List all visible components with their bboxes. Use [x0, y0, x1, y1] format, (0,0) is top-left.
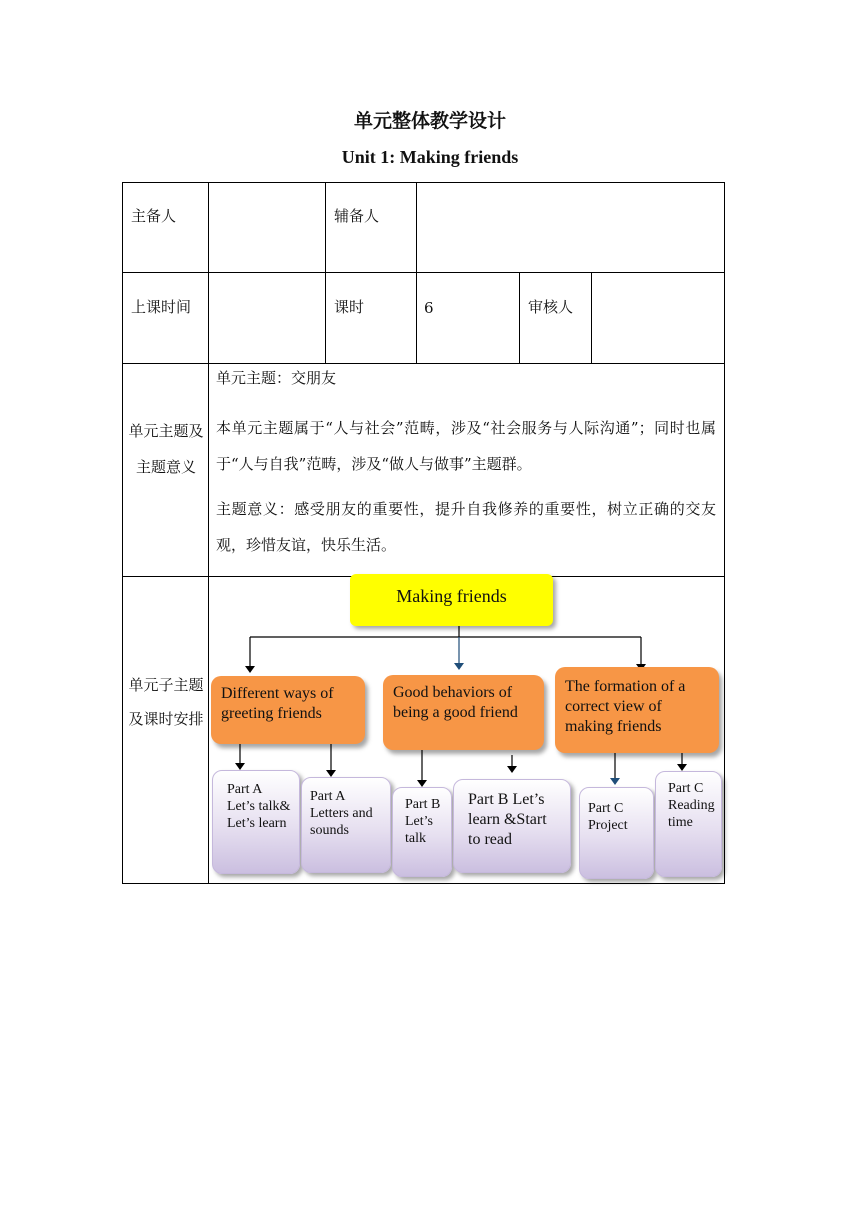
lesson-node-part-a-letters: Part A Letters and sounds: [301, 777, 391, 873]
lesson-node-part-b-learn-read: Part B Let’s learn &Start to read: [453, 779, 571, 873]
theme-category-paragraph: 本单元主题属于“人与社会”范畴，涉及“社会服务与人际沟通”；同时也属于“人与自我”范畴，涉及“做人与做事”主题群。: [216, 419, 716, 473]
subtheme-schedule-label: 单元子主题及课时安排: [128, 676, 204, 728]
class-hours-label: 课时: [334, 298, 365, 316]
subtheme-node-view: The formation of a correct view of making friends: [555, 667, 719, 753]
class-time-label: 上课时间: [131, 298, 192, 316]
subtheme-node-behaviors: Good behaviors of being a good friend: [383, 675, 544, 750]
theme-meaning-paragraph: 主题意义：感受朋友的重要性，提升自我修养的重要性，树立正确的交友观，珍惜友谊，快乐生活。: [216, 500, 716, 554]
lesson-node-part-c-project: Part C Project: [579, 787, 654, 879]
assistant-preparer-label: 辅备人: [334, 207, 380, 225]
lead-preparer-label: 主备人: [131, 207, 177, 225]
document-title: 单元整体教学设计: [353, 110, 506, 132]
lesson-node-part-a-talk-learn: Part A Let’s talk& Let’s learn: [212, 770, 300, 874]
document-subtitle: Unit 1: Making friends: [341, 147, 519, 167]
lesson-node-part-b-talk: Part B Let’s talk: [392, 787, 452, 877]
subtheme-node-greeting: Different ways of greeting friends: [211, 676, 365, 744]
diagram-root-node: Making friends: [350, 574, 553, 626]
lesson-node-part-c-reading: Part C Reading time: [655, 771, 722, 877]
reviewer-label: 审核人: [528, 298, 574, 316]
class-hours-value: 6: [424, 299, 434, 317]
unit-theme-label: 单元主题及主题意义: [128, 422, 204, 476]
unit-theme-line: 单元主题：交朋友: [216, 369, 337, 387]
